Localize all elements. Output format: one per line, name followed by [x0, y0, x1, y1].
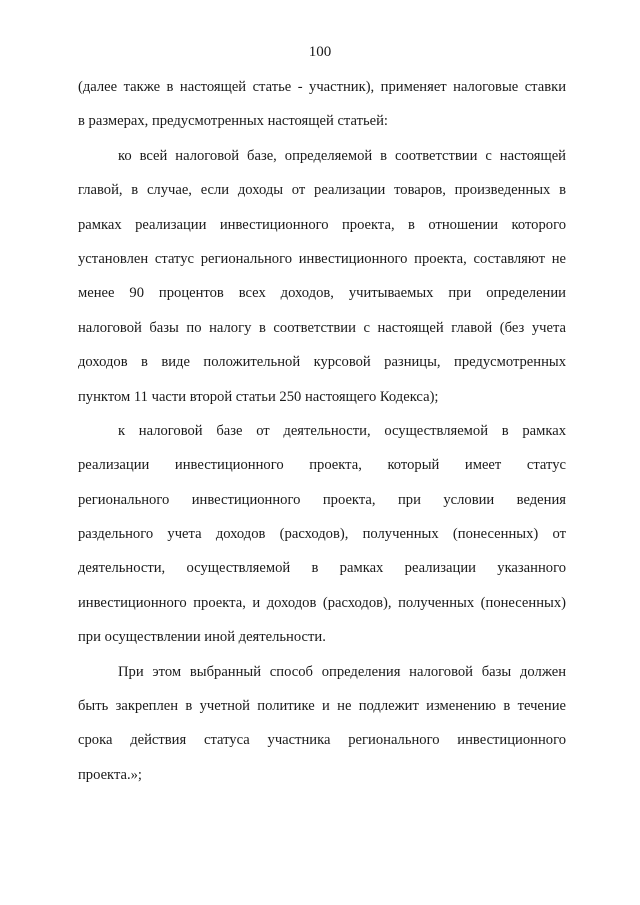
- text-line: регионального инвестиционного проекта, при условии ведения: [78, 491, 566, 508]
- document-body: [78, 77, 566, 799]
- paragraph-item-1: [78, 146, 566, 421]
- text-line: деятельности, осуществляемой в рамках реализации указанного: [78, 560, 566, 577]
- text-line: срока действия статуса участника регионального инвестиционного: [78, 732, 566, 749]
- paragraph-intro: [78, 77, 566, 146]
- text-line: налоговой базы по налогу в соответствии с настоящей главой (без учета: [78, 319, 566, 336]
- text-line: к налоговой базе от деятельности, осуществляемой в рамках: [118, 422, 566, 439]
- text-line: При этом выбранный способ определения налоговой базы должен: [118, 663, 566, 680]
- text-line: установлен статус регионального инвестиционного проекта, составляют не: [78, 250, 566, 267]
- text-line: пунктом 11 части второй статьи 250 настоящего Кодекса);: [78, 388, 439, 405]
- text-line: (далее также в настоящей статье - участник), применяет налоговые ставки: [78, 79, 566, 95]
- text-line: ко всей налоговой базе, определяемой в соответствии с настоящей: [118, 147, 566, 164]
- text-line: проекта.»;: [78, 766, 142, 783]
- text-line: при осуществлении иной деятельности.: [78, 629, 326, 646]
- text-line: реализации инвестиционного проекта, который имеет статус: [78, 457, 566, 474]
- paragraph-closing: [78, 662, 566, 800]
- paragraph-item-2: [78, 421, 566, 662]
- text-line: менее 90 процентов всех доходов, учитываемых при определении: [78, 285, 566, 302]
- text-line: инвестиционного проекта, и доходов (расходов), полученных (понесенных): [78, 594, 566, 611]
- text-line: в размерах, предусмотренных настоящей статьей:: [78, 113, 388, 130]
- text-line: доходов в виде положительной курсовой разницы, предусмотренных: [78, 354, 566, 371]
- text-line: главой, в случае, если доходы от реализации товаров, произведенных в: [78, 182, 566, 199]
- text-line: быть закреплен в учетной политике и не подлежит изменению в течение: [78, 698, 566, 715]
- page-number: 100: [308, 44, 332, 60]
- text-line: рамках реализации инвестиционного проекта, в отношении которого: [78, 216, 566, 233]
- text-line: раздельного учета доходов (расходов), полученных (понесенных) от: [78, 526, 566, 543]
